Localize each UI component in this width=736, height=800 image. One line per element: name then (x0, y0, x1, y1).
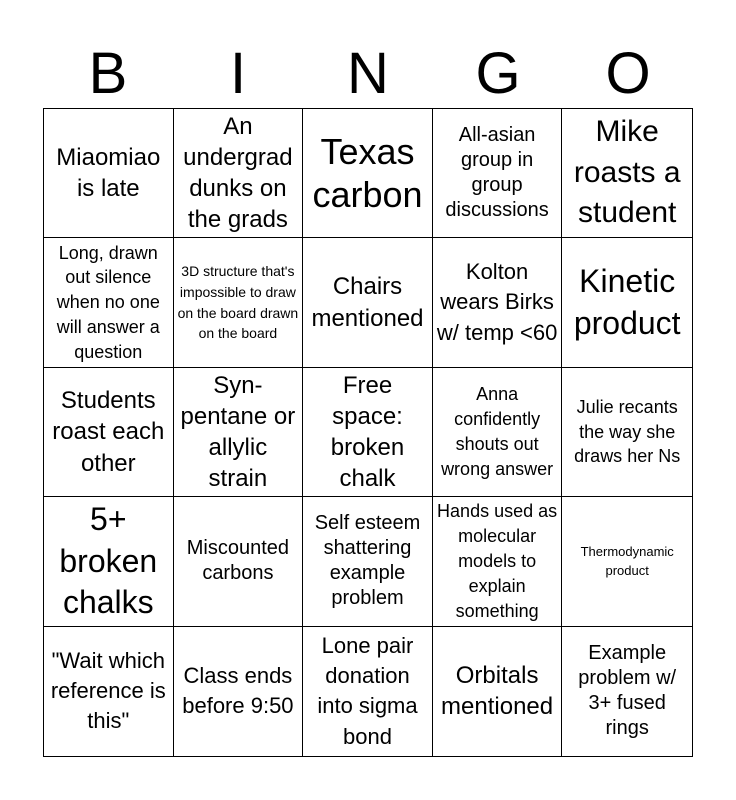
bingo-cell[interactable]: Students roast each other (44, 368, 174, 497)
free-space-cell[interactable]: Free space: broken chalk (303, 368, 433, 497)
bingo-cell[interactable]: Thermodynamic product (562, 497, 692, 626)
header-letter-g: G (475, 41, 521, 106)
bingo-board (43, 108, 693, 757)
bingo-cell[interactable]: Orbitals mentioned (433, 627, 563, 756)
bingo-cell[interactable]: Hands used as molecular models to explain something (433, 497, 563, 626)
bingo-cell[interactable]: "Wait which reference is this" (44, 627, 174, 756)
bingo-cell[interactable]: Example problem w/ 3+ fused rings (578, 642, 677, 740)
bingo-cell[interactable]: Miscounted carbons (174, 497, 304, 626)
bingo-cell[interactable]: Kinetic product (562, 238, 692, 367)
header-letter-i: I (229, 41, 247, 106)
bingo-cell[interactable]: 3D structure that's impossible to draw on the board drawn on the board (174, 238, 304, 367)
header-letter-o: O (605, 41, 651, 106)
header-letter-b: B (88, 41, 128, 106)
bingo-cell[interactable]: Lone pair donation into sigma bond (303, 627, 433, 756)
bingo-cell[interactable]: Chairs mentioned (303, 238, 433, 367)
bingo-cell[interactable]: Miaomiao is late (44, 109, 174, 238)
bingo-cell[interactable]: Self esteem shattering example problem (303, 497, 433, 626)
header-letter-n: N (347, 41, 389, 106)
bingo-cell[interactable]: Julie recants the way she draws her Ns (562, 368, 692, 497)
bingo-cell[interactable]: 5+ broken chalks (44, 497, 174, 626)
bingo-cell[interactable]: Class ends before 9:50 (174, 627, 304, 756)
bingo-cell[interactable]: Long, drawn out silence when no one will answer a question (44, 238, 174, 367)
bingo-header (43, 40, 693, 108)
bingo-cell[interactable]: An undergrad dunks on the grads (174, 109, 304, 238)
bingo-cell[interactable]: Kolton wears Birks w/ temp <60 (433, 238, 563, 367)
bingo-cell[interactable]: Texas carbon (303, 109, 433, 238)
bingo-cell[interactable]: Anna confidently shouts out wrong answer (433, 368, 563, 497)
bingo-cell[interactable]: Mike roasts a student (562, 109, 692, 238)
bingo-cell[interactable]: All-asian group in group discussions (433, 109, 563, 238)
bingo-cell[interactable]: Syn-pentane or allylic strain (174, 368, 304, 497)
